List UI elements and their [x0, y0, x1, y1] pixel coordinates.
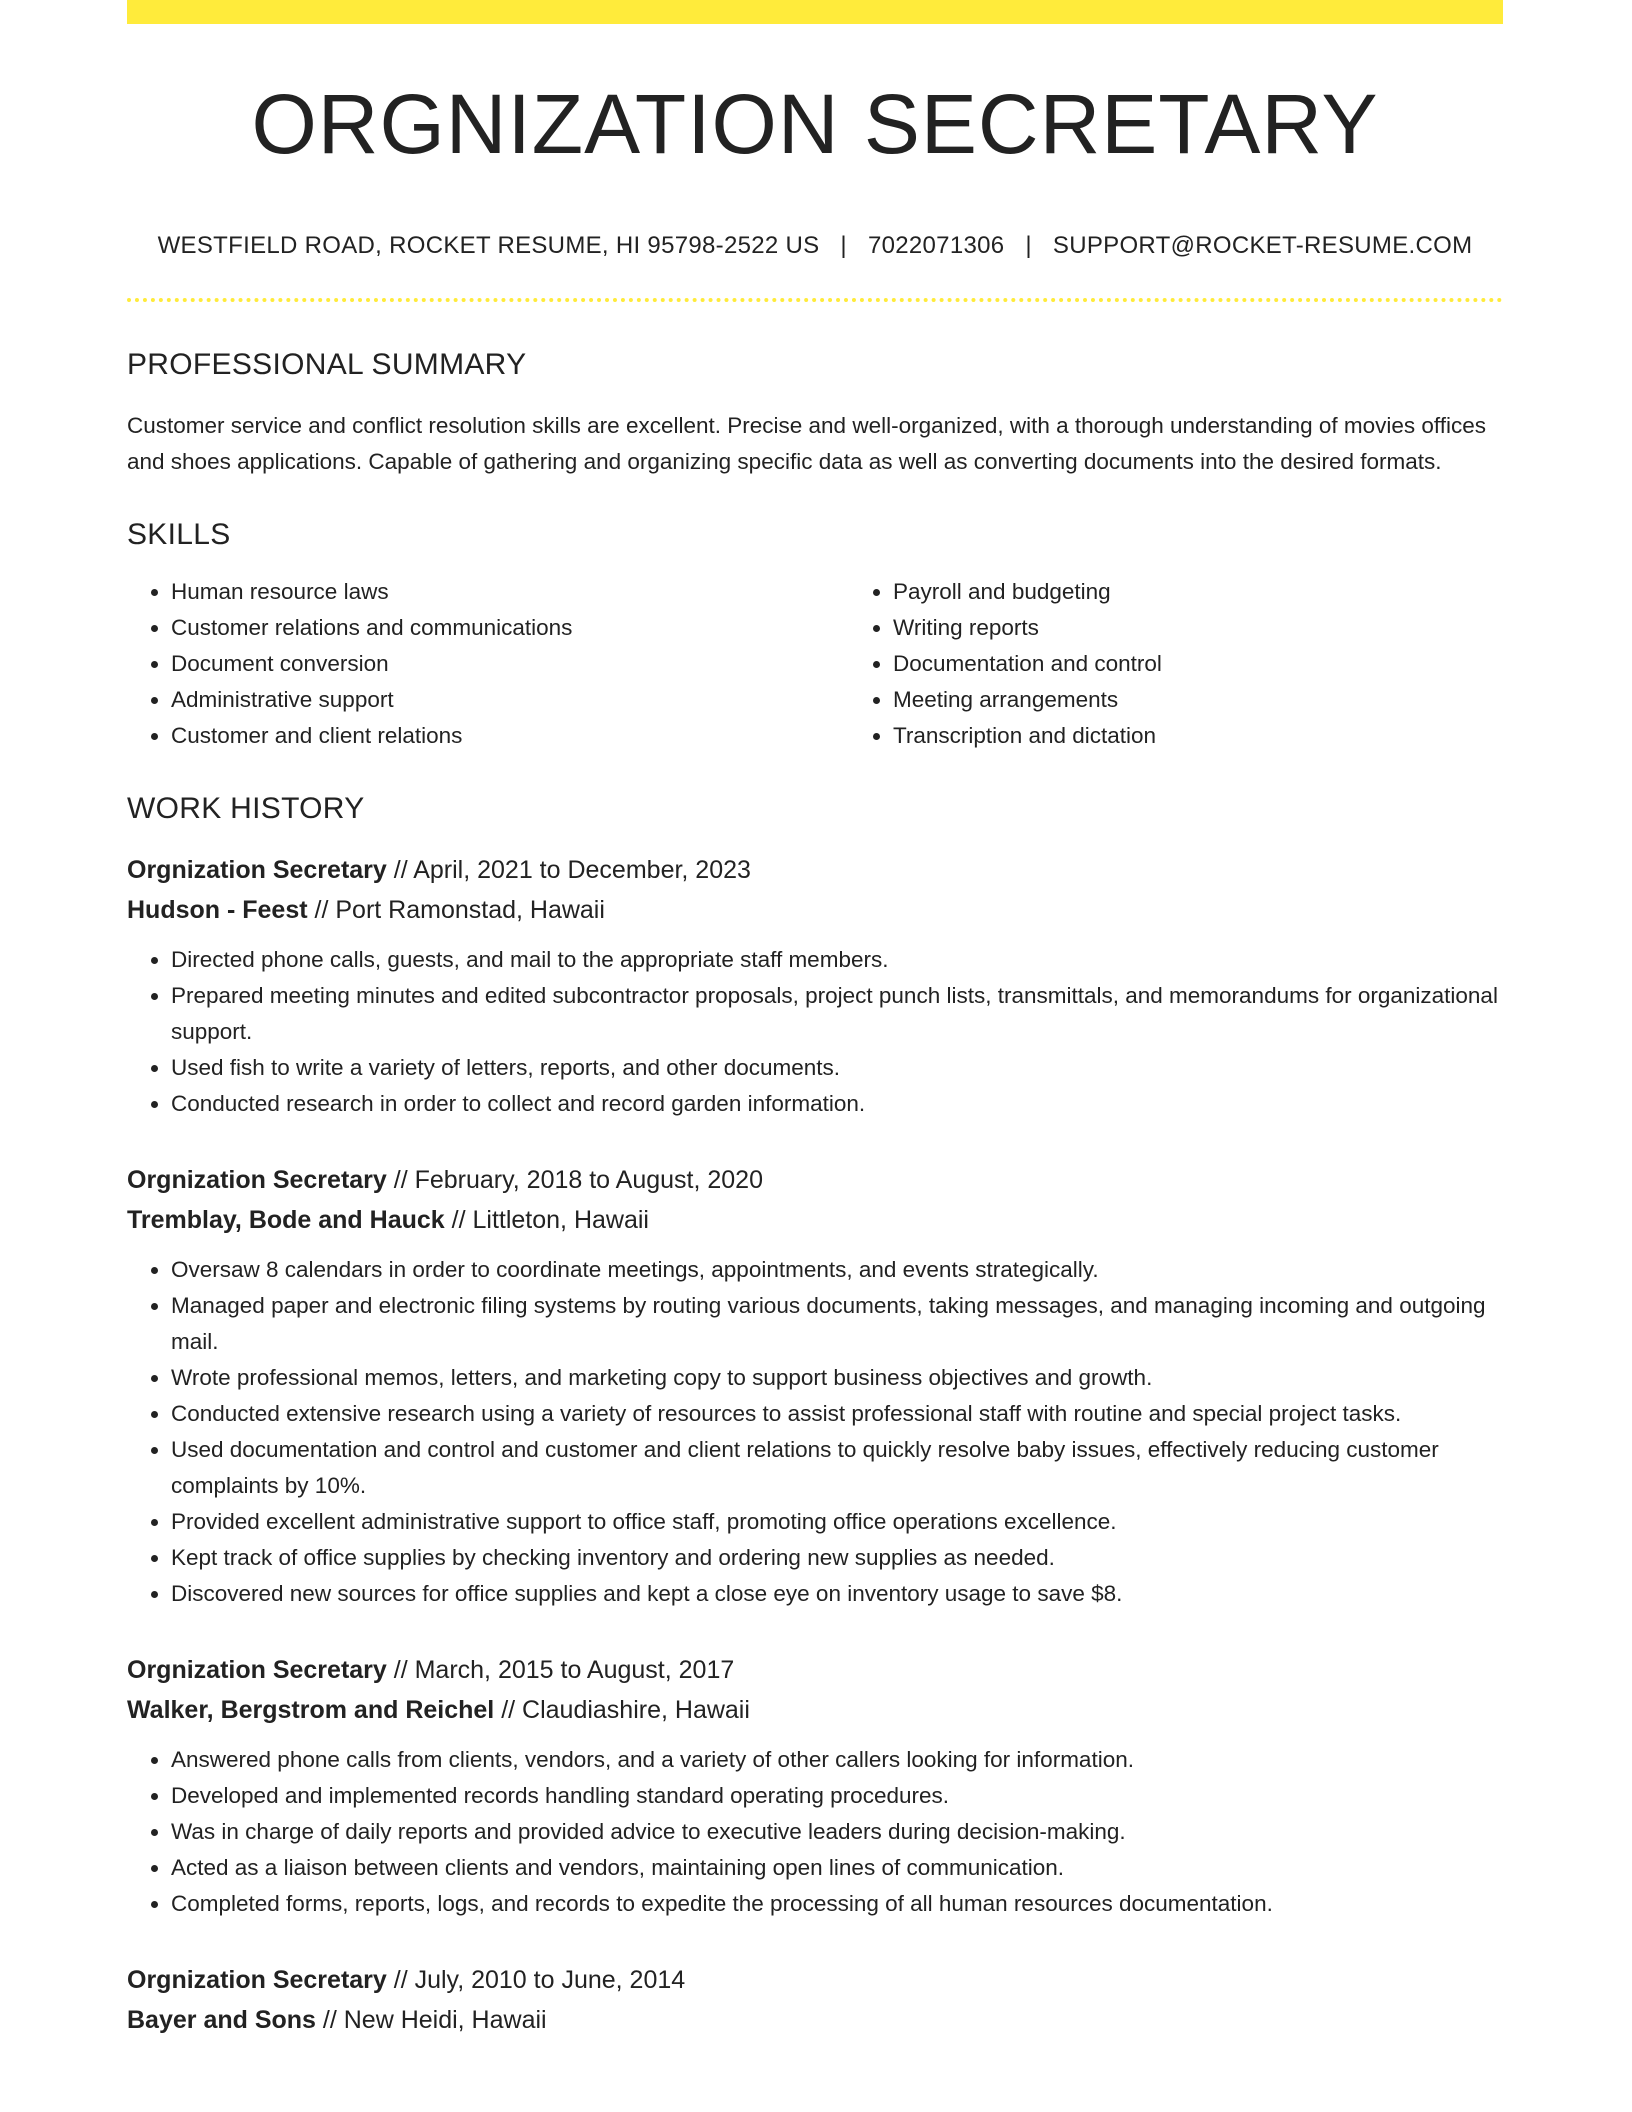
job-dates: // March, 2015 to August, 2017 [386, 1656, 735, 1684]
skills-list [127, 574, 1503, 754]
contact-address: WESTFIELD ROAD, ROCKET RESUME, HI 95798-2522 US [157, 232, 820, 259]
dotted-divider [127, 298, 1503, 302]
accent-bar [127, 0, 1503, 24]
skill-item: • Document conversion [171, 646, 849, 682]
job-bullet: • Directed phone calls, guests, and mail to the appropriate staff members. [171, 942, 1503, 978]
job-bullet: • Prepared meeting minutes and edited subcontractor proposals, project punch lists, transmittals, and memorandums for organizational support. [171, 978, 1503, 1050]
skill-item: • Human resource laws [171, 574, 849, 610]
job-role: Orgnization Secretary [127, 1966, 387, 1994]
job-bullet: • Kept track of office supplies by checking inventory and ordering new supplies as needed. [171, 1540, 1503, 1576]
skills-column-left [127, 574, 849, 754]
summary-text: Customer service and conflict resolution skills are excellent. Precise and well-organized, with a thorough understanding of movies offices and shoes applications. Capable of gathering and organizing specific data as well as converting documents into the desired formats. [127, 413, 1487, 474]
skills-column-right [849, 574, 1571, 754]
job-company-line [127, 890, 1503, 930]
job-bullets [127, 1742, 1503, 1922]
job-title-line [127, 1960, 1503, 2000]
contact-separator: | [840, 232, 847, 259]
job-bullets [127, 942, 1503, 1122]
job-bullet: • Managed paper and electronic filing systems by routing various documents, taking messages, and managing incoming and outgoing mail. [171, 1288, 1503, 1360]
job-bullet: • Provided excellent administrative support to office staff, promoting office operations excellence. [171, 1504, 1503, 1540]
job-title-line [127, 850, 1503, 890]
skill-item: • Payroll and budgeting [893, 574, 1571, 610]
job-bullet: • Conducted extensive research using a variety of resources to assist professional staff with routine and special project tasks. [171, 1396, 1503, 1432]
job-entry [127, 1960, 1503, 2040]
job-bullet: • Developed and implemented records handling standard operating procedures. [171, 1778, 1503, 1814]
resume-name: ORGNIZATION SECRETARY [251, 77, 1379, 171]
job-bullet: • Used documentation and control and customer and client relations to quickly resolve baby issues, effectively reducing customer complaints by 10%. [171, 1432, 1503, 1504]
skill-item: • Meeting arrangements [893, 682, 1571, 718]
job-bullet: • Answered phone calls from clients, vendors, and a variety of other callers looking for information. [171, 1742, 1503, 1778]
skill-item: • Customer and client relations [171, 718, 849, 754]
job-bullet: • Completed forms, reports, logs, and records to expedite the processing of all human resources documentation. [171, 1886, 1503, 1922]
job-bullet: • Discovered new sources for office supplies and kept a close eye on inventory usage to save $8. [171, 1576, 1503, 1612]
job-company: Hudson - Feest [127, 896, 308, 924]
job-location: // Port Ramonstad, Hawaii [307, 896, 605, 924]
job-company: Bayer and Sons [127, 2006, 316, 2034]
skill-item: • Writing reports [893, 610, 1571, 646]
job-location: // Littleton, Hawaii [444, 1206, 649, 1234]
job-dates: // July, 2010 to June, 2014 [386, 1966, 686, 1994]
job-bullet: • Wrote professional memos, letters, and marketing copy to support business objectives and growth. [171, 1360, 1503, 1396]
contact-line [127, 232, 1503, 260]
job-company: Tremblay, Bode and Hauck [127, 1206, 445, 1234]
skill-item: • Documentation and control [893, 646, 1571, 682]
job-bullet: • Was in charge of daily reports and provided advice to executive leaders during decision-making. [171, 1814, 1503, 1850]
job-dates: // February, 2018 to August, 2020 [386, 1166, 763, 1194]
job-dates: // April, 2021 to December, 2023 [386, 856, 751, 884]
job-role: Orgnization Secretary [127, 856, 387, 884]
job-location: // Claudiashire, Hawaii [494, 1696, 750, 1724]
job-location: // New Heidi, Hawaii [315, 2006, 547, 2034]
skill-item: • Administrative support [171, 682, 849, 718]
job-title-line [127, 1650, 1503, 1690]
job-title-line [127, 1160, 1503, 1200]
job-company-line [127, 1690, 1503, 1730]
skill-item: • Transcription and dictation [893, 718, 1571, 754]
work-history-heading: WORK HISTORY [127, 792, 365, 825]
skill-item: • Customer relations and communications [171, 610, 849, 646]
job-company-line [127, 2000, 1503, 2040]
job-company-line [127, 1200, 1503, 1240]
summary-heading: PROFESSIONAL SUMMARY [127, 348, 527, 381]
job-role: Orgnization Secretary [127, 1656, 387, 1684]
contact-separator: | [1025, 232, 1032, 259]
skills-heading: SKILLS [127, 518, 231, 551]
job-entry [127, 850, 1503, 1122]
resume-page [127, 0, 1503, 2040]
job-entry [127, 1650, 1503, 1922]
job-bullet: • Oversaw 8 calendars in order to coordinate meetings, appointments, and events strategically. [171, 1252, 1503, 1288]
job-bullets [127, 1252, 1503, 1612]
contact-email: SUPPORT@ROCKET-RESUME.COM [1052, 232, 1473, 259]
job-bullet: • Used fish to write a variety of letters, reports, and other documents. [171, 1050, 1503, 1086]
job-bullet: • Conducted research in order to collect and record garden information. [171, 1086, 1503, 1122]
job-bullet: • Acted as a liaison between clients and vendors, maintaining open lines of communication. [171, 1850, 1503, 1886]
contact-phone: 7022071306 [867, 232, 1005, 259]
job-role: Orgnization Secretary [127, 1166, 387, 1194]
job-entry [127, 1160, 1503, 1612]
job-company: Walker, Bergstrom and Reichel [127, 1696, 495, 1724]
